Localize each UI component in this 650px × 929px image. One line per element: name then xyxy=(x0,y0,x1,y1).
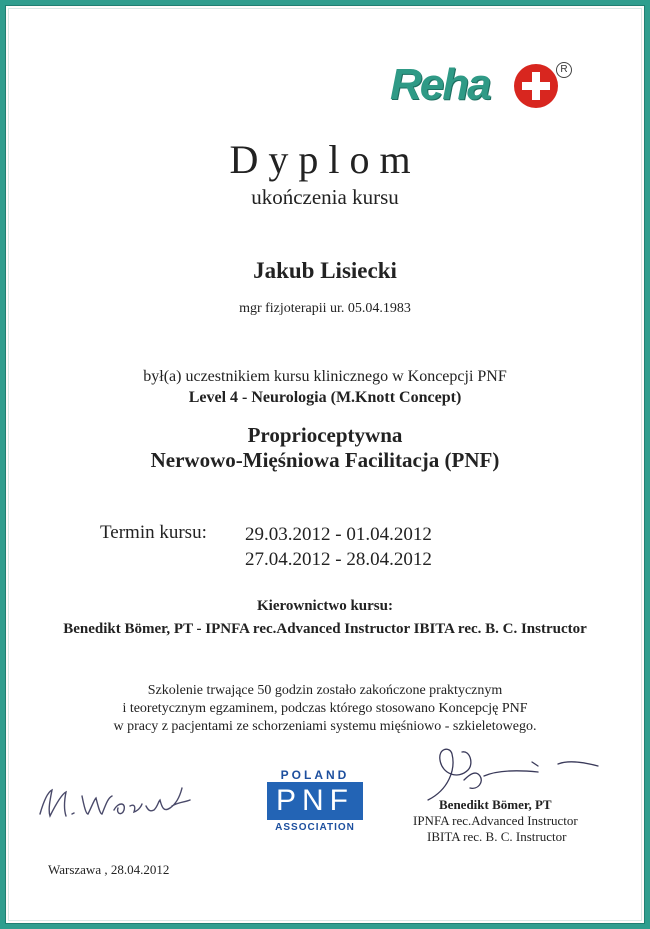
instructor-title-2: IBITA rec. B. C. Instructor xyxy=(427,829,567,844)
term-date-range: 29.03.2012 - 01.04.2012 xyxy=(245,524,432,545)
pnf-association-logo xyxy=(265,768,365,836)
instructor-name: Benedikt Bömer, PT xyxy=(439,797,552,812)
term-date-range: 27.04.2012 - 28.04.2012 xyxy=(245,549,432,570)
diploma-title: Dyplom xyxy=(229,137,421,182)
place-date: Warszawa , 28.04.2012 xyxy=(48,862,170,877)
signature-left xyxy=(30,770,200,830)
diploma-subtitle: ukończenia kursu xyxy=(251,185,399,209)
term-dates xyxy=(245,522,432,572)
term-label: Termin kursu: xyxy=(100,522,207,543)
reha-logo-text: Reha xyxy=(390,60,490,109)
course-name-line: Proprioceptywna xyxy=(247,423,403,447)
training-line: i teoretycznym egzaminem, podczas którego stosowano Koncepcję PNF xyxy=(122,701,528,716)
pnf-logo-middle: PNF xyxy=(267,782,363,820)
reha-logo xyxy=(390,58,570,116)
training-description xyxy=(0,682,650,736)
course-level: Level 4 - Neurologia (M.Knott Concept) xyxy=(188,389,462,406)
leadership-names: Benedikt Bömer, PT - IPNFA rec.Advanced Instructor IBITA rec. B. C. Instructor xyxy=(63,621,587,637)
course-name-line: Nerwowo-Mięśniowa Facilitacja (PNF) xyxy=(150,448,500,472)
red-cross-icon xyxy=(514,64,558,108)
recipient-description: mgr fizjoterapii ur. 05.04.1983 xyxy=(239,301,411,316)
recipient-name: Jakub Lisiecki xyxy=(253,258,397,283)
training-line: Szkolenie trwające 50 godzin zostało zakończone praktycznym xyxy=(147,683,503,698)
registered-mark: R xyxy=(556,62,572,78)
pnf-logo-bottom: ASSOCIATION xyxy=(275,822,355,833)
leadership-heading: Kierownictwo kursu: xyxy=(257,598,393,614)
course-name xyxy=(0,423,650,473)
participation-text: był(a) uczestnikiem kursu klinicznego w Koncepcji PNF xyxy=(143,368,507,385)
pnf-logo-top: POLAND xyxy=(280,768,350,782)
training-line: w pracy z pacjentami ze schorzeniami systemu mięśniowo - szkieletowego. xyxy=(113,719,537,734)
instructor-title-1: IPNFA rec.Advanced Instructor xyxy=(413,813,578,828)
